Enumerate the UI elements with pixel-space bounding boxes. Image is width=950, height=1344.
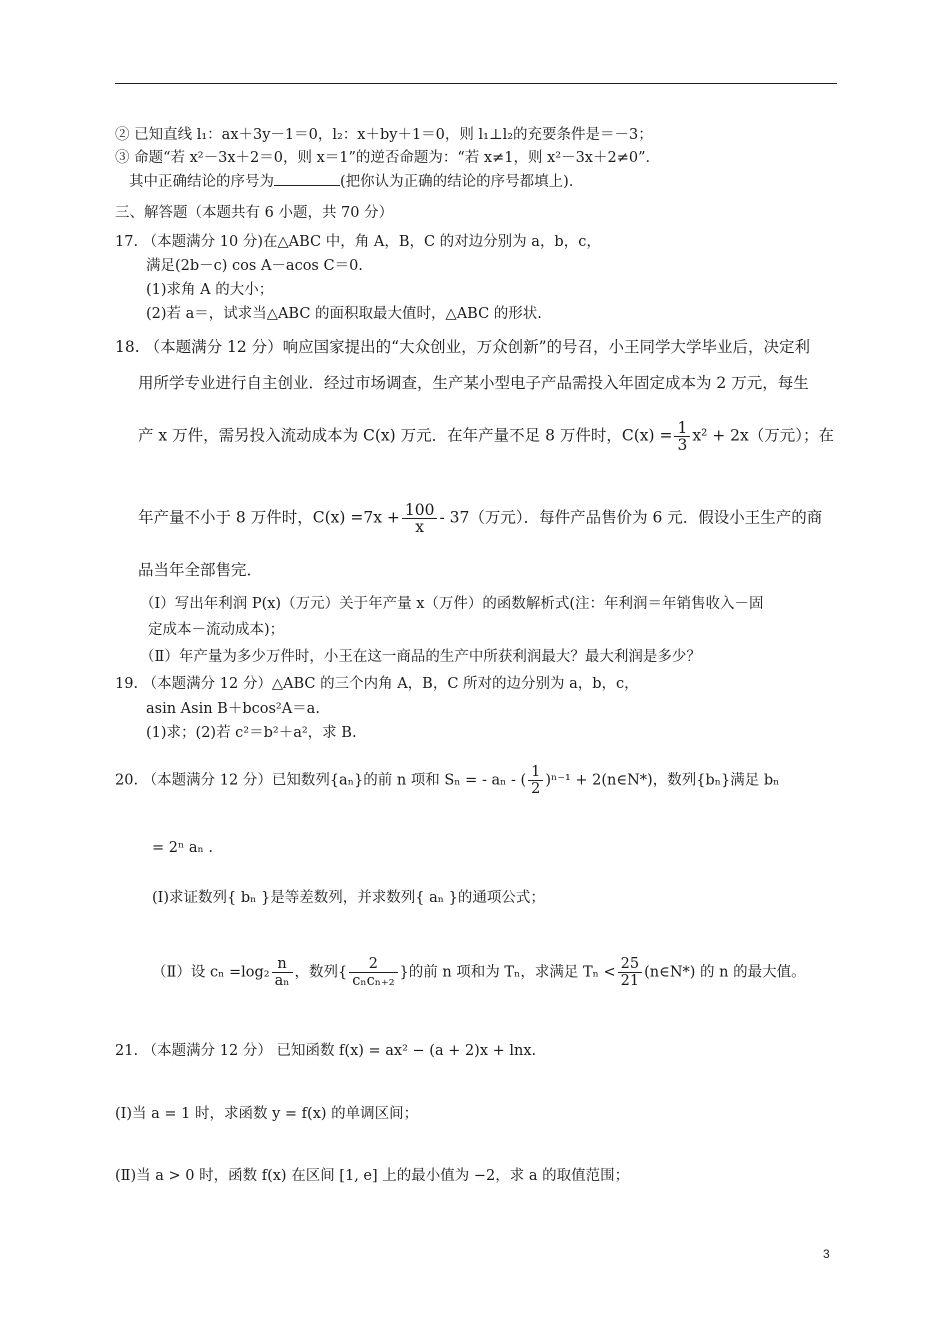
section-heading: 三、解答题（本题共有 6 小题，共 70 分）	[115, 205, 394, 221]
frac-num: 1	[674, 420, 690, 437]
frac-num: 1	[528, 764, 543, 781]
q20-part-2-sum: }的前 n 项和为 Tₙ，求满足 Tₙ <	[399, 964, 616, 981]
frac-num: 2	[349, 956, 397, 973]
page-number: 3	[823, 1247, 830, 1261]
fraction-n-over-an	[272, 956, 293, 989]
fraction-2-over-cc	[349, 956, 397, 989]
fill-blank-text: 其中正确结论的序号为	[129, 174, 274, 190]
fraction-one-third	[674, 420, 690, 453]
frac-den: 3	[677, 436, 688, 454]
frac-num: n	[272, 956, 293, 973]
q20-part-1: (Ⅰ)求证数列{ bₙ }是等差数列，并求数列{ aₙ }的通项公式；	[152, 890, 545, 906]
frac-den: x	[415, 518, 425, 536]
fill-blank-prompt	[129, 171, 583, 192]
fill-blank-hint: (把你认为正确的结论的序号都填上)．	[340, 174, 584, 190]
frac-num: 25	[618, 956, 642, 973]
q18-line-3	[138, 420, 834, 453]
q20-part-2-end: (n∈N*) 的 n 的最大值。	[644, 964, 806, 981]
q18-line-4	[138, 502, 822, 535]
frac-num: 100	[402, 502, 438, 519]
frac-den: 21	[620, 973, 640, 989]
q20-line-1-rest: )ⁿ⁻¹ + 2(n∈N*)，数列{bₙ}满足 bₙ	[545, 772, 780, 789]
q20-line-2: = 2ⁿ aₙ .	[152, 840, 214, 856]
q18-line-4-rest: - 37（万元）．每件产品售价为 6 元．假设小王生产的商	[439, 508, 823, 527]
q18-part-2: （Ⅱ）年产量为多少万件时，小王在这一商品的生产中所获利润最大？最大利润是多少？	[140, 649, 701, 665]
q18-line-3-rest: x² + 2x（万元）；在	[692, 426, 835, 445]
q21-part-2: (Ⅱ)当 a > 0 时，函数 f(x) 在区间 [1, e] 上的最小值为 −2，求 a 的取值范围；	[115, 1168, 630, 1184]
q17-line-2: 满足(2b－c) cos A－acos C＝0.	[146, 258, 363, 274]
q18-line-3-text: 产 x 万件，需另投入流动成本为 C(x) 万元．在年产量不足 8 万件时，C(x) =	[138, 426, 673, 445]
q18-line-2: 用所学专业进行自主创业．经过市场调查，生产某小型电子产品需投入年固定成本为 2 万元，每生	[138, 374, 809, 392]
q18-line-4-text: 年产量不小于 8 万件时，C(x) =7x +	[138, 508, 400, 527]
q18-line-1: 18. （本题满分 12 分）响应国家提出的“大众创业，万众创新”的号召，小王同学大学毕业后，决定利	[115, 338, 811, 356]
q19-line-2: asin Asin B＋bcos²A＝a.	[146, 701, 320, 717]
q20-line-1	[115, 764, 779, 797]
fraction-one-half	[528, 764, 543, 797]
q18-line-5: 品当年全部售完．	[138, 561, 263, 579]
frac-den: cₙcₙ₊₂	[352, 973, 395, 989]
q19-line-3: (1)求；(2)若 c²＝b²＋a²，求 B.	[146, 725, 357, 741]
q17-line-3: (1)求角 A 的大小；	[146, 282, 274, 298]
q19-line-1: 19. （本题满分 12 分）△ABC 的三个内角 A，B，C 所对的边分别为 a，b，c，	[115, 676, 639, 692]
q20-part-2	[152, 956, 806, 989]
answer-blank	[274, 171, 340, 186]
q21-line-1: 21. （本题满分 12 分） 已知函数 f(x) = ax² − (a + 2)x + lnx.	[115, 1043, 537, 1059]
statement-2: ② 已知直线 l₁：ax＋3y－1＝0，l₂：x＋by＋1＝0，则 l₁⊥l₂的充要条件是＝－3；	[115, 127, 653, 143]
q17-line-1: 17. （本题满分 10 分)在△ABC 中，角 A，B，C 的对边分别为 a，b，c，	[115, 234, 601, 250]
q21-part-1: (Ⅰ)当 a = 1 时，求函数 y = f(x) 的单调区间；	[115, 1106, 419, 1122]
q17-line-4: (2)若 a＝，试求当△ABC 的面积取最大值时，△ABC 的形状.	[146, 306, 542, 322]
q18-part-1: （Ⅰ）写出年利润 P(x)（万元）关于年产量 x（万件）的函数解析式(注：年利润＝年销售收入－固	[140, 596, 764, 612]
q18-part-1-cont: 定成本－流动成本)；	[148, 622, 285, 638]
q20-line-1-text: 20. （本题满分 12 分）已知数列{aₙ}的前 n 项和 Sₙ = - aₙ - (	[115, 772, 527, 789]
q20-part-2-seq: ，数列{	[294, 964, 348, 981]
q20-part-2-text: （Ⅱ）设 cₙ =log₂	[152, 964, 270, 981]
frac-den: 2	[531, 781, 541, 797]
fraction-100-over-x	[402, 502, 438, 535]
statement-3: ③ 命题“若 x²－3x＋2＝0，则 x＝1”的逆否命题为：“若 x≠1，则 x²－3x＋2≠0”．	[115, 150, 660, 166]
frac-den: aₙ	[274, 973, 290, 989]
header-rule	[115, 83, 837, 84]
fraction-25-21	[618, 956, 642, 989]
